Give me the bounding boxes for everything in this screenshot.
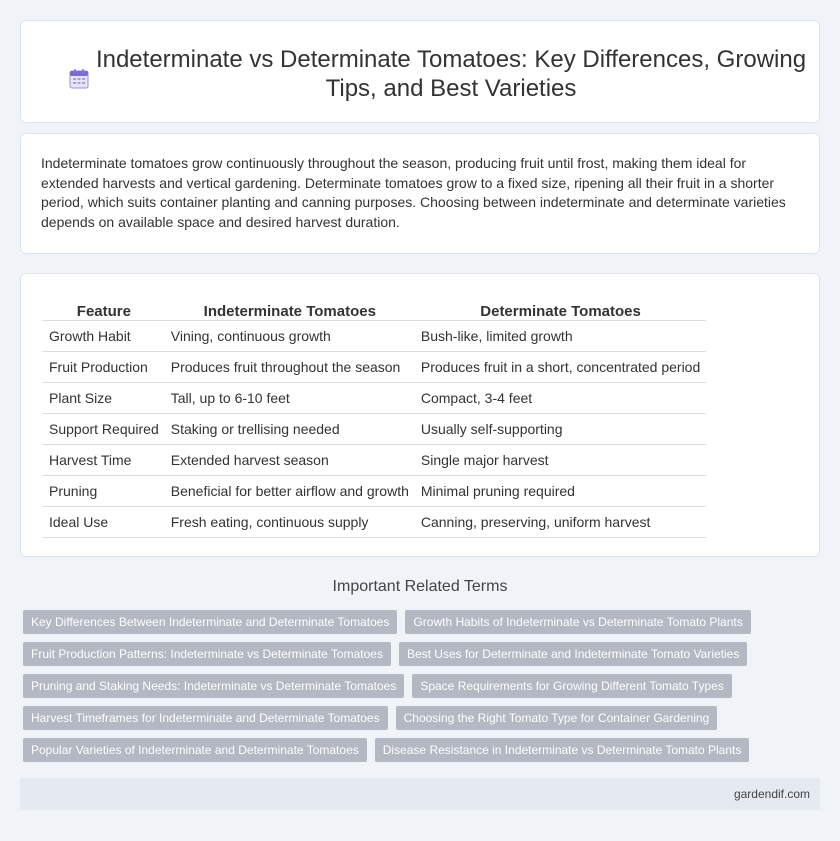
tag-row: [23, 674, 823, 698]
table-cell: Plant Size: [43, 382, 165, 413]
table-cell: Harvest Time: [43, 444, 165, 475]
related-term-tag[interactable]: Harvest Timeframes for Indeterminate and Determinate Tomatoes: [23, 706, 388, 730]
column-header-indeterminate: Indeterminate Tomatoes: [165, 294, 415, 320]
table-cell: Fresh eating, continuous supply: [165, 506, 415, 537]
comparison-table: [43, 294, 706, 538]
table-cell: Canning, preserving, uniform harvest: [415, 506, 706, 537]
table-cell: Vining, continuous growth: [165, 320, 415, 351]
table-cell: Fruit Production: [43, 351, 165, 382]
tag-row: [23, 706, 823, 730]
related-term-tag[interactable]: Space Requirements for Growing Different Tomato Types: [412, 674, 732, 698]
column-header-determinate: Determinate Tomatoes: [415, 294, 706, 320]
related-terms-list: [23, 610, 823, 770]
related-term-tag[interactable]: Popular Varieties of Indeterminate and Determinate Tomatoes: [23, 738, 367, 762]
table-row: [43, 444, 706, 475]
table-cell: Compact, 3-4 feet: [415, 382, 706, 413]
related-term-tag[interactable]: Disease Resistance in Indeterminate vs Determinate Tomato Plants: [375, 738, 750, 762]
table-cell: Minimal pruning required: [415, 475, 706, 506]
table-cell: Extended harvest season: [165, 444, 415, 475]
table-cell: Usually self-supporting: [415, 413, 706, 444]
table-row: [43, 351, 706, 382]
related-term-tag[interactable]: Best Uses for Determinate and Indeterminate Tomato Varieties: [399, 642, 747, 666]
title-card: [20, 20, 820, 123]
table-cell: Ideal Use: [43, 506, 165, 537]
table-cell: Produces fruit throughout the season: [165, 351, 415, 382]
table-row: [43, 320, 706, 351]
related-term-tag[interactable]: Pruning and Staking Needs: Indeterminate vs Determinate Tomatoes: [23, 674, 404, 698]
footer-site-link[interactable]: gardendif.com: [733, 787, 810, 801]
tag-row: [23, 610, 823, 634]
tag-row: [23, 738, 823, 762]
related-term-tag[interactable]: Key Differences Between Indeterminate and Determinate Tomatoes: [23, 610, 397, 634]
related-term-tag[interactable]: Growth Habits of Indeterminate vs Determinate Tomato Plants: [405, 610, 750, 634]
calendar-icon: [67, 67, 91, 91]
table-header-row: [43, 294, 706, 320]
table-cell: Single major harvest: [415, 444, 706, 475]
intro-paragraph: Indeterminate tomatoes grow continuously throughout the season, producing fruit until frost, making them ideal for extended harvests and vertical gardening. Determinate tomatoes grow to a fixed size, ripening all their fruit in a shorter period, which suits container planting and canning purposes. Choosing between indeterminate and determinate varieties depends on available space and desired harvest duration.: [41, 155, 786, 230]
column-header-feature: Feature: [43, 294, 165, 320]
related-term-tag[interactable]: Fruit Production Patterns: Indeterminate vs Determinate Tomatoes: [23, 642, 391, 666]
table-cell: Beneficial for better airflow and growth: [165, 475, 415, 506]
footer: [20, 778, 820, 810]
table-row: [43, 382, 706, 413]
table-row: [43, 506, 706, 537]
table-cell: Growth Habit: [43, 320, 165, 351]
tag-row: [23, 642, 823, 666]
related-term-tag[interactable]: Choosing the Right Tomato Type for Container Gardening: [396, 706, 718, 730]
comparison-card: [20, 273, 820, 557]
table-cell: Staking or trellising needed: [165, 413, 415, 444]
intro-card: [20, 133, 820, 254]
table-row: [43, 475, 706, 506]
table-cell: Tall, up to 6-10 feet: [165, 382, 415, 413]
table-cell: Bush-like, limited growth: [415, 320, 706, 351]
table-row: [43, 413, 706, 444]
table-cell: Support Required: [43, 413, 165, 444]
page-title: Indeterminate vs Determinate Tomatoes: Key Differences, Growing Tips, and Best Varieties: [95, 46, 807, 102]
related-terms-heading: Important Related Terms: [332, 578, 508, 595]
table-cell: Produces fruit in a short, concentrated period: [415, 351, 706, 382]
table-cell: Pruning: [43, 475, 165, 506]
